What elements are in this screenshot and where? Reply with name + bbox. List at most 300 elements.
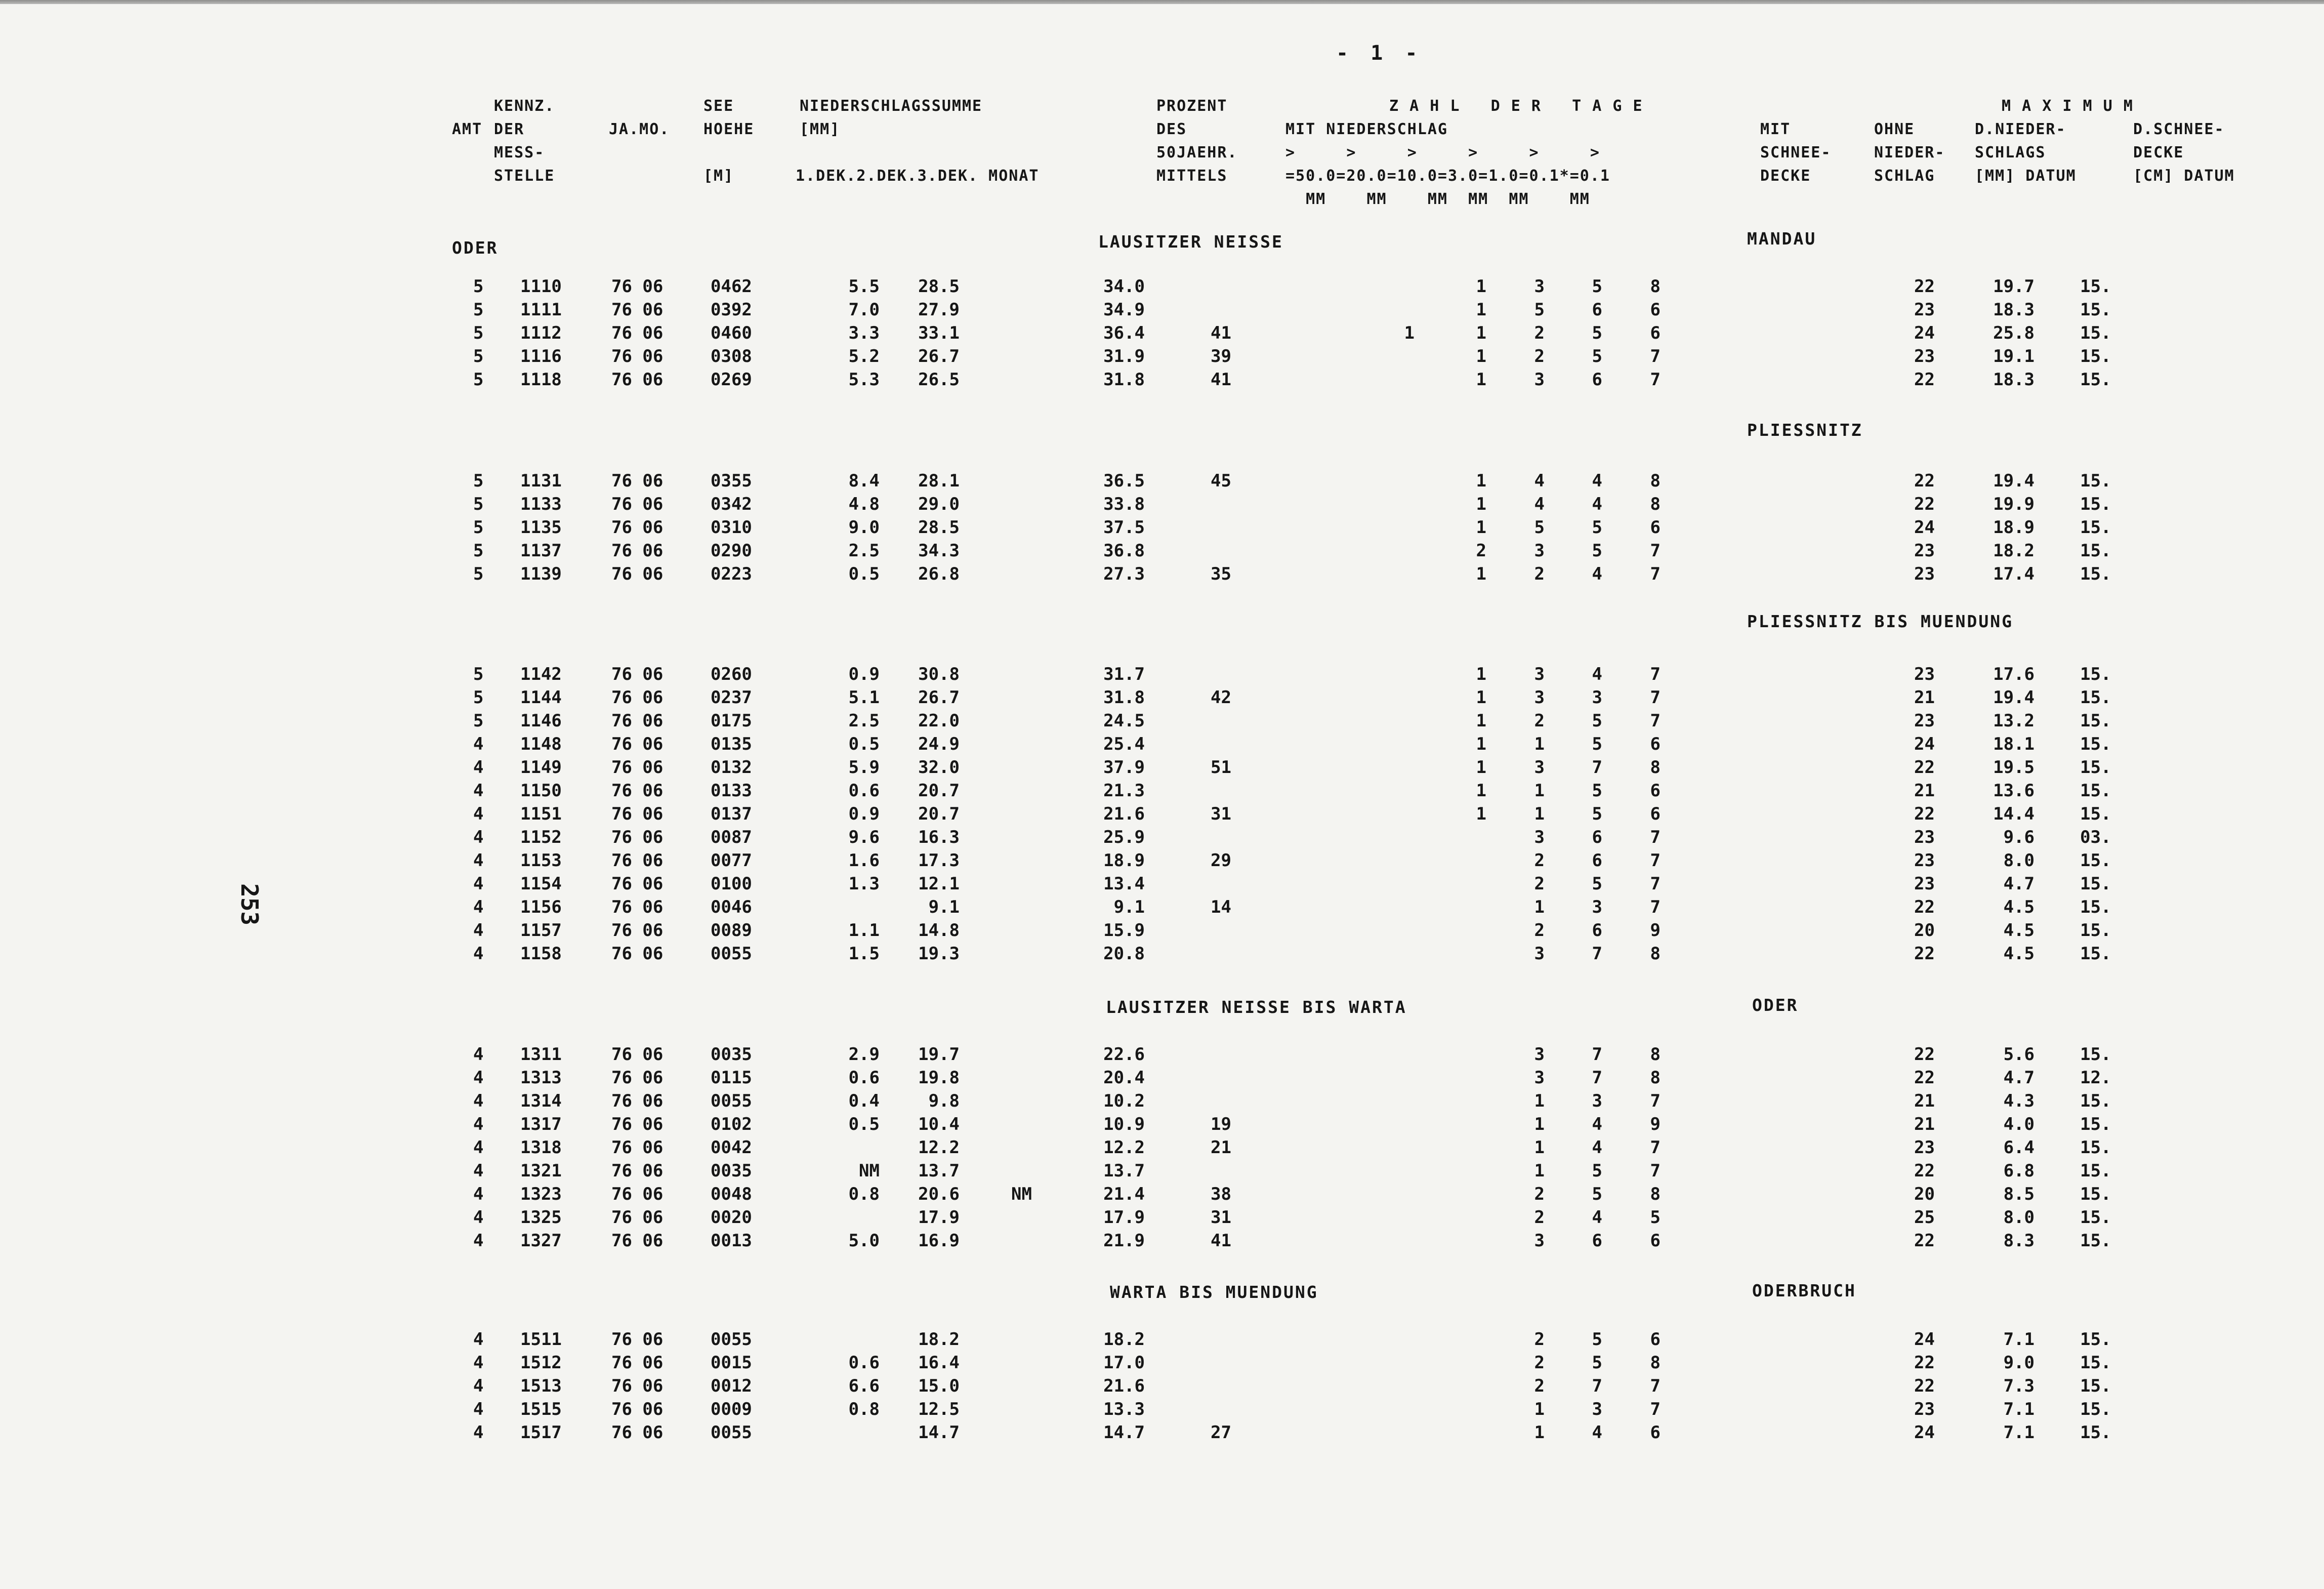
- cell-t10: 1: [1476, 517, 1486, 538]
- cell-hoehe: 0392: [711, 300, 752, 320]
- cell-maxdat: 15.: [2080, 1329, 2111, 1350]
- section-label-center: WARTA BIS MUENDUNG: [1110, 1282, 1318, 1302]
- cell-t10: 1: [1476, 711, 1486, 731]
- cell-ohne: 25: [1914, 1207, 1935, 1228]
- cell-jamo: 76 06: [611, 1137, 663, 1158]
- cell-t10: 2: [1476, 541, 1486, 561]
- header-max-schneedecke: D.SCHNEE- DECKE [CM] DATUM: [2133, 120, 2235, 185]
- cell-t1: 6: [1592, 370, 1602, 390]
- cell-t3: 1: [1534, 1399, 1545, 1419]
- cell-amt: 5: [473, 564, 484, 584]
- cell-jamo: 76 06: [611, 494, 663, 514]
- cell-maxmm: 8.0: [2003, 1207, 2035, 1228]
- cell-ohne: 22: [1914, 494, 1935, 514]
- cell-d1: 0.8: [848, 1399, 880, 1419]
- cell-hoehe: 0055: [711, 944, 752, 964]
- cell-d2: 30.8: [918, 664, 960, 684]
- cell-hoehe: 0015: [711, 1353, 752, 1373]
- cell-ohne: 22: [1914, 1353, 1935, 1373]
- cell-monat: 15.9: [1103, 920, 1145, 941]
- cell-d2: 33.1: [918, 323, 960, 343]
- cell-t1: 5: [1592, 276, 1602, 297]
- cell-hoehe: 0310: [711, 517, 752, 538]
- cell-t01: 7: [1650, 874, 1661, 894]
- cell-d2: 34.3: [918, 541, 960, 561]
- cell-d1: 0.6: [848, 781, 880, 801]
- cell-d2: 29.0: [918, 494, 960, 514]
- cell-amt: 5: [473, 687, 484, 708]
- cell-hoehe: 0137: [711, 804, 752, 824]
- cell-t3: 1: [1534, 1161, 1545, 1181]
- cell-jamo: 76 06: [611, 781, 663, 801]
- cell-t3: 3: [1534, 370, 1545, 390]
- cell-jamo: 76 06: [611, 1114, 663, 1134]
- cell-ohne: 20: [1914, 1184, 1935, 1204]
- cell-d1: 2.5: [848, 711, 880, 731]
- cell-t01: 7: [1650, 346, 1661, 366]
- cell-amt: 4: [473, 827, 484, 847]
- cell-kennz: 1512: [520, 1353, 562, 1373]
- cell-t3: 3: [1534, 1068, 1545, 1088]
- cell-t01: 8: [1650, 1044, 1661, 1065]
- cell-amt: 4: [473, 920, 484, 941]
- cell-kennz: 1153: [520, 850, 562, 871]
- cell-hoehe: 0009: [711, 1399, 752, 1419]
- cell-t3: 2: [1534, 323, 1545, 343]
- cell-d2: 15.0: [918, 1376, 960, 1396]
- cell-jamo: 76 06: [611, 541, 663, 561]
- cell-proz: 51: [1211, 757, 1231, 778]
- cell-monat: 27.3: [1103, 564, 1145, 584]
- cell-maxdat: 15.: [2080, 850, 2111, 871]
- cell-maxmm: 8.0: [2003, 850, 2035, 871]
- cell-t01: 8: [1650, 757, 1661, 778]
- side-page-number: 253: [236, 883, 263, 926]
- cell-d1: 5.9: [848, 757, 880, 778]
- cell-t1: 4: [1592, 471, 1602, 491]
- cell-amt: 4: [473, 1231, 484, 1251]
- cell-t01: 6: [1650, 1231, 1661, 1251]
- cell-jamo: 76 06: [611, 1044, 663, 1065]
- cell-t01: 7: [1650, 370, 1661, 390]
- cell-d2: 14.8: [918, 920, 960, 941]
- cell-proz: 45: [1211, 471, 1231, 491]
- cell-t3: 1: [1534, 1114, 1545, 1134]
- cell-amt: 4: [473, 734, 484, 754]
- cell-monat: 21.3: [1103, 781, 1145, 801]
- cell-t01: 7: [1650, 711, 1661, 731]
- cell-t01: 7: [1650, 1161, 1661, 1181]
- cell-t1: 6: [1592, 850, 1602, 871]
- cell-monat: 13.7: [1103, 1161, 1145, 1181]
- cell-t01: 6: [1650, 1329, 1661, 1350]
- cell-amt: 4: [473, 1353, 484, 1373]
- cell-hoehe: 0290: [711, 541, 752, 561]
- cell-monat: 17.0: [1103, 1353, 1145, 1373]
- cell-kennz: 1146: [520, 711, 562, 731]
- cell-ohne: 23: [1914, 1137, 1935, 1158]
- cell-t1: 5: [1592, 346, 1602, 366]
- cell-t1: 5: [1592, 711, 1602, 731]
- cell-maxdat: 15.: [2080, 1231, 2111, 1251]
- cell-hoehe: 0048: [711, 1184, 752, 1204]
- cell-t3: 2: [1534, 346, 1545, 366]
- cell-kennz: 1137: [520, 541, 562, 561]
- scan-top-edge: [0, 0, 2324, 4]
- cell-ohne: 22: [1914, 1044, 1935, 1065]
- cell-jamo: 76 06: [611, 564, 663, 584]
- cell-kennz: 1314: [520, 1091, 562, 1111]
- cell-maxdat: 15.: [2080, 1353, 2111, 1373]
- cell-t01: 6: [1650, 517, 1661, 538]
- cell-d1: 0.6: [848, 1068, 880, 1088]
- cell-t1: 5: [1592, 874, 1602, 894]
- cell-hoehe: 0355: [711, 471, 752, 491]
- cell-kennz: 1139: [520, 564, 562, 584]
- cell-jamo: 76 06: [611, 517, 663, 538]
- cell-maxdat: 15.: [2080, 1137, 2111, 1158]
- cell-kennz: 1515: [520, 1399, 562, 1419]
- cell-monat: 24.5: [1103, 711, 1145, 731]
- cell-d2: 26.7: [918, 687, 960, 708]
- cell-maxdat: 15.: [2080, 1114, 2111, 1134]
- cell-ohne: 23: [1914, 711, 1935, 731]
- cell-monat: 31.8: [1103, 370, 1145, 390]
- cell-ohne: 24: [1914, 734, 1935, 754]
- cell-jamo: 76 06: [611, 944, 663, 964]
- cell-t3: 3: [1534, 1231, 1545, 1251]
- cell-d2: 28.5: [918, 276, 960, 297]
- cell-t01: 8: [1650, 1068, 1661, 1088]
- cell-amt: 5: [473, 517, 484, 538]
- cell-t1: 7: [1592, 757, 1602, 778]
- cell-amt: 5: [473, 346, 484, 366]
- cell-maxdat: 15.: [2080, 370, 2111, 390]
- cell-t1: 5: [1592, 1161, 1602, 1181]
- cell-kennz: 1116: [520, 346, 562, 366]
- cell-ohne: 23: [1914, 827, 1935, 847]
- cell-ohne: 22: [1914, 757, 1935, 778]
- cell-hoehe: 0175: [711, 711, 752, 731]
- cell-d1: 5.5: [848, 276, 880, 297]
- cell-maxdat: 15.: [2080, 346, 2111, 366]
- cell-t01: 8: [1650, 944, 1661, 964]
- cell-t3: 5: [1534, 300, 1545, 320]
- cell-t1: 7: [1592, 1068, 1602, 1088]
- cell-hoehe: 0035: [711, 1044, 752, 1065]
- cell-ohne: 21: [1914, 1091, 1935, 1111]
- cell-t3: 5: [1534, 517, 1545, 538]
- header-mit-niederschlag: MIT NIEDERSCHLAG > > > > > > =50.0=20.0=10.0=3.0=1.0=0.1*=0.1 MM MM MM MM MM MM: [1285, 120, 1610, 208]
- cell-t3: 1: [1534, 804, 1545, 824]
- cell-t1: 4: [1592, 494, 1602, 514]
- cell-jamo: 76 06: [611, 804, 663, 824]
- cell-t01: 7: [1650, 827, 1661, 847]
- cell-d1: 0.5: [848, 734, 880, 754]
- cell-kennz: 1112: [520, 323, 562, 343]
- cell-maxdat: 15.: [2080, 687, 2111, 708]
- cell-hoehe: 0102: [711, 1114, 752, 1134]
- cell-ohne: 24: [1914, 323, 1935, 343]
- cell-maxdat: 15.: [2080, 804, 2111, 824]
- cell-maxmm: 4.0: [2003, 1114, 2035, 1134]
- cell-hoehe: 0077: [711, 850, 752, 871]
- cell-d2: 28.1: [918, 471, 960, 491]
- cell-hoehe: 0042: [711, 1137, 752, 1158]
- cell-ohne: 23: [1914, 874, 1935, 894]
- cell-d1: 1.6: [848, 850, 880, 871]
- cell-d1: 0.5: [848, 564, 880, 584]
- cell-t3: 3: [1534, 664, 1545, 684]
- cell-amt: 5: [473, 471, 484, 491]
- cell-t1: 6: [1592, 920, 1602, 941]
- cell-d1: 1.3: [848, 874, 880, 894]
- cell-monat: 10.9: [1103, 1114, 1145, 1134]
- cell-ohne: 24: [1914, 517, 1935, 538]
- cell-ohne: 22: [1914, 944, 1935, 964]
- cell-d2: 9.8: [928, 1091, 960, 1111]
- cell-amt: 4: [473, 1399, 484, 1419]
- cell-maxdat: 15.: [2080, 564, 2111, 584]
- cell-t3: 3: [1534, 276, 1545, 297]
- cell-t1: 3: [1592, 1091, 1602, 1111]
- cell-hoehe: 0135: [711, 734, 752, 754]
- section-label-center: LAUSITZER NEISSE BIS WARTA: [1106, 997, 1407, 1017]
- cell-d1: NM: [859, 1161, 880, 1181]
- cell-d1: 0.4: [848, 1091, 880, 1111]
- cell-t1: 6: [1592, 1231, 1602, 1251]
- cell-maxmm: 8.5: [2003, 1184, 2035, 1204]
- cell-jamo: 76 06: [611, 711, 663, 731]
- cell-t10: 1: [1476, 564, 1486, 584]
- cell-d1: 5.0: [848, 1231, 880, 1251]
- cell-ohne: 22: [1914, 1161, 1935, 1181]
- cell-t01: 7: [1650, 664, 1661, 684]
- cell-proz: 14: [1211, 897, 1231, 917]
- cell-d1: 7.0: [848, 300, 880, 320]
- cell-amt: 4: [473, 1068, 484, 1088]
- cell-amt: 4: [473, 1207, 484, 1228]
- cell-t3: 1: [1534, 1422, 1545, 1443]
- cell-maxmm: 4.5: [2003, 920, 2035, 941]
- cell-hoehe: 0260: [711, 664, 752, 684]
- cell-monat: 20.4: [1103, 1068, 1145, 1088]
- cell-maxdat: 15.: [2080, 664, 2111, 684]
- cell-d3: NM: [1011, 1184, 1032, 1204]
- cell-amt: 5: [473, 300, 484, 320]
- cell-monat: 13.3: [1103, 1399, 1145, 1419]
- cell-ohne: 23: [1914, 346, 1935, 366]
- cell-monat: 36.8: [1103, 541, 1145, 561]
- cell-monat: 18.9: [1103, 850, 1145, 871]
- cell-amt: 4: [473, 1329, 484, 1350]
- cell-amt: 4: [473, 1161, 484, 1181]
- cell-jamo: 76 06: [611, 1422, 663, 1443]
- cell-hoehe: 0460: [711, 323, 752, 343]
- cell-monat: 36.5: [1103, 471, 1145, 491]
- section-label-center: LAUSITZER NEISSE: [1098, 232, 1283, 252]
- cell-d2: 26.7: [918, 346, 960, 366]
- cell-maxdat: 15.: [2080, 1399, 2111, 1419]
- cell-d2: 17.9: [918, 1207, 960, 1228]
- cell-d2: 14.7: [918, 1422, 960, 1443]
- cell-maxdat: 15.: [2080, 897, 2111, 917]
- cell-t01: 7: [1650, 541, 1661, 561]
- cell-t3: 2: [1534, 920, 1545, 941]
- cell-amt: 5: [473, 276, 484, 297]
- cell-d1: 1.1: [848, 920, 880, 941]
- cell-kennz: 1311: [520, 1044, 562, 1065]
- cell-jamo: 76 06: [611, 1329, 663, 1350]
- cell-proz: 39: [1211, 346, 1231, 366]
- cell-t3: 2: [1534, 1184, 1545, 1204]
- cell-hoehe: 0087: [711, 827, 752, 847]
- cell-t3: 2: [1534, 1329, 1545, 1350]
- cell-maxdat: 15.: [2080, 1161, 2111, 1181]
- cell-proz: 31: [1211, 1207, 1231, 1228]
- cell-amt: 4: [473, 850, 484, 871]
- cell-jamo: 76 06: [611, 1231, 663, 1251]
- cell-kennz: 1142: [520, 664, 562, 684]
- cell-hoehe: 0020: [711, 1207, 752, 1228]
- cell-hoehe: 0055: [711, 1091, 752, 1111]
- cell-amt: 4: [473, 1044, 484, 1065]
- cell-t01: 5: [1650, 1207, 1661, 1228]
- cell-ohne: 23: [1914, 1399, 1935, 1419]
- cell-kennz: 1321: [520, 1161, 562, 1181]
- cell-t01: 9: [1650, 920, 1661, 941]
- cell-jamo: 76 06: [611, 664, 663, 684]
- cell-t3: 2: [1534, 711, 1545, 731]
- cell-maxdat: 15.: [2080, 471, 2111, 491]
- cell-maxmm: 18.2: [1993, 541, 2035, 561]
- cell-maxmm: 6.8: [2003, 1161, 2035, 1181]
- cell-maxmm: 6.4: [2003, 1137, 2035, 1158]
- cell-t3: 3: [1534, 827, 1545, 847]
- cell-t01: 7: [1650, 1399, 1661, 1419]
- cell-hoehe: 0055: [711, 1422, 752, 1443]
- cell-d2: 16.4: [918, 1353, 960, 1373]
- cell-hoehe: 0100: [711, 874, 752, 894]
- cell-maxmm: 17.6: [1993, 664, 2035, 684]
- cell-t01: 9: [1650, 1114, 1661, 1134]
- cell-amt: 4: [473, 1091, 484, 1111]
- cell-d1: 0.9: [848, 804, 880, 824]
- cell-d2: 12.5: [918, 1399, 960, 1419]
- cell-maxmm: 19.4: [1993, 687, 2035, 708]
- cell-jamo: 76 06: [611, 1068, 663, 1088]
- cell-ohne: 23: [1914, 850, 1935, 871]
- cell-kennz: 1135: [520, 517, 562, 538]
- cell-proz: 41: [1211, 1231, 1231, 1251]
- cell-d2: 19.7: [918, 1044, 960, 1065]
- cell-amt: 5: [473, 664, 484, 684]
- cell-maxmm: 19.7: [1993, 276, 2035, 297]
- cell-d1: 9.6: [848, 827, 880, 847]
- cell-hoehe: 0115: [711, 1068, 752, 1088]
- cell-t1: 4: [1592, 564, 1602, 584]
- cell-hoehe: 0269: [711, 370, 752, 390]
- cell-t1: 6: [1592, 827, 1602, 847]
- cell-jamo: 76 06: [611, 1091, 663, 1111]
- cell-maxdat: 15.: [2080, 1376, 2111, 1396]
- cell-jamo: 76 06: [611, 323, 663, 343]
- cell-jamo: 76 06: [611, 346, 663, 366]
- cell-kennz: 1148: [520, 734, 562, 754]
- cell-hoehe: 0133: [711, 781, 752, 801]
- cell-d2: 19.8: [918, 1068, 960, 1088]
- cell-ohne: 21: [1914, 687, 1935, 708]
- cell-monat: 25.9: [1103, 827, 1145, 847]
- cell-monat: 25.4: [1103, 734, 1145, 754]
- cell-amt: 4: [473, 1114, 484, 1134]
- cell-t1: 5: [1592, 1184, 1602, 1204]
- cell-maxmm: 19.9: [1993, 494, 2035, 514]
- cell-maxmm: 19.5: [1993, 757, 2035, 778]
- cell-d2: 9.1: [928, 897, 960, 917]
- cell-maxdat: 15.: [2080, 734, 2111, 754]
- cell-ohne: 21: [1914, 781, 1935, 801]
- cell-hoehe: 0223: [711, 564, 752, 584]
- cell-t1: 5: [1592, 1329, 1602, 1350]
- cell-jamo: 76 06: [611, 1161, 663, 1181]
- cell-d2: 22.0: [918, 711, 960, 731]
- cell-t1: 5: [1592, 1353, 1602, 1373]
- cell-d2: 16.9: [918, 1231, 960, 1251]
- cell-monat: 37.5: [1103, 517, 1145, 538]
- cell-maxmm: 4.3: [2003, 1091, 2035, 1111]
- cell-kennz: 1157: [520, 920, 562, 941]
- cell-maxdat: 15.: [2080, 517, 2111, 538]
- cell-maxdat: 15.: [2080, 1422, 2111, 1443]
- cell-t10: 1: [1476, 757, 1486, 778]
- cell-t3: 2: [1534, 564, 1545, 584]
- header-seehoehe: SEE HOEHE [M]: [703, 97, 755, 185]
- cell-t1: 4: [1592, 1137, 1602, 1158]
- cell-t1: 4: [1592, 1207, 1602, 1228]
- cell-t3: 1: [1534, 781, 1545, 801]
- cell-monat: 22.6: [1103, 1044, 1145, 1065]
- section-label-right: ODERBRUCH: [1752, 1281, 1856, 1300]
- cell-maxmm: 7.1: [2003, 1399, 2035, 1419]
- cell-kennz: 1131: [520, 471, 562, 491]
- cell-maxmm: 7.1: [2003, 1329, 2035, 1350]
- cell-t01: 6: [1650, 781, 1661, 801]
- cell-amt: 4: [473, 897, 484, 917]
- cell-jamo: 76 06: [611, 874, 663, 894]
- cell-maxmm: 9.0: [2003, 1353, 2035, 1373]
- cell-d2: 26.5: [918, 370, 960, 390]
- cell-d1: 0.9: [848, 664, 880, 684]
- cell-t3: 2: [1534, 1207, 1545, 1228]
- cell-hoehe: 0089: [711, 920, 752, 941]
- cell-maxmm: 18.9: [1993, 517, 2035, 538]
- cell-t3: 3: [1534, 1044, 1545, 1065]
- cell-amt: 5: [473, 494, 484, 514]
- cell-maxmm: 7.1: [2003, 1422, 2035, 1443]
- cell-t3: 2: [1534, 1376, 1545, 1396]
- cell-d1: 2.5: [848, 541, 880, 561]
- cell-t1: 7: [1592, 1376, 1602, 1396]
- cell-t01: 8: [1650, 494, 1661, 514]
- cell-t1: 4: [1592, 664, 1602, 684]
- cell-monat: 21.9: [1103, 1231, 1145, 1251]
- cell-monat: 21.6: [1103, 804, 1145, 824]
- cell-d1: 0.5: [848, 1114, 880, 1134]
- header-ohne-niederschlag: OHNE NIEDER- SCHLAG: [1874, 120, 1945, 185]
- cell-d2: 20.7: [918, 804, 960, 824]
- cell-maxmm: 19.1: [1993, 346, 2035, 366]
